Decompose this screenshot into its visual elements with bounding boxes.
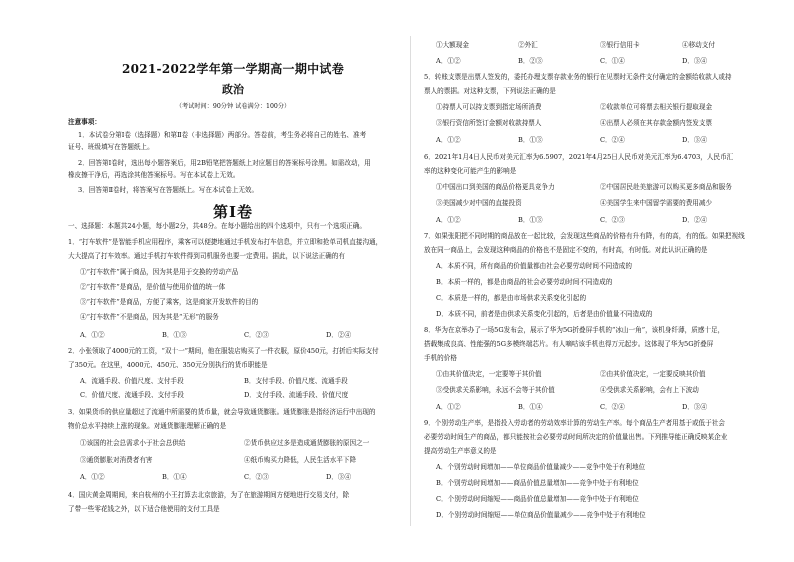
statement: ③通货膨胀对消费者有害 [80, 456, 153, 464]
option: D．②④ [326, 331, 352, 339]
option: A．①② [80, 331, 105, 339]
option: D．个别劳动时间缩短——单位商品价值量减少——竞争中处于有利地位 [436, 511, 646, 519]
question-stem: 票人的票据。对这种支票，下列说法正确的是 [424, 87, 556, 95]
column-divider [410, 36, 411, 526]
statement: ①“打车软件”属于商品，因为其是用于交换的劳动产品 [80, 268, 239, 276]
option: C．②④ [600, 403, 625, 411]
statement: ④“打车软件”不是商品，因为其是“无形”的服务 [80, 313, 219, 321]
question-stem: 3．如果货币的供应量超过了流通中所需要的货币量，就会导致通货膨胀。通货膨胀是指经济运行中出现的 [68, 408, 376, 416]
note-line: 1．本试卷分第Ⅰ卷（选择题）和第Ⅱ卷（非选择题）两部分。答卷前，考生务必将自己的姓名、准考 [78, 131, 367, 139]
option: C．②④ [600, 136, 625, 144]
option: C．②③ [600, 216, 625, 224]
option: B．①③ [162, 331, 187, 339]
statement: ②由其价值决定，一定要反映其价值 [600, 370, 706, 378]
question-stem: 8．华为在京举办了一场5G发布会，展示了华为5G折叠屏手机的“冰山一角”，该机身纤薄，质感十足， [424, 326, 725, 334]
option: A．①② [436, 403, 461, 411]
option: D．③④ [682, 57, 708, 65]
question-stem: 大大提高了打车效率。通过手机打车软件得到司机服务也要一定费用。据此，以下说法正确的有 [68, 252, 345, 260]
notes-heading: 注意事项： [68, 118, 101, 126]
statement: ②货币供应过多是造成通货膨胀的原因之一 [244, 439, 370, 447]
question-stem: 搭载集成良高、性能强的5G多模终端芯片。有人嘀咕该手机也得万元起步。这体现了华为5G折叠屏 [424, 340, 714, 348]
question-stem: 手机的价格 [424, 354, 457, 362]
statement: ③受供求关系影响，永远不会等于其价值 [436, 386, 555, 394]
exam-subject: 政治 [222, 83, 244, 96]
question-stem: 4．国庆黄金周期间，来自杭州的小王打算去北京旅游，为了在旅游期间方便地进行交易支付，除 [68, 491, 350, 499]
question-stem: 放在同一商品上，会发现这种商品的价格也不是固定不变的，有时高，有时低。对此认识正确的是 [424, 246, 708, 254]
option: C．②③ [244, 473, 269, 481]
option: B．①③ [518, 216, 543, 224]
option: C．个别劳动时间缩短——商品价值总量增加——竞争中处于有利地位 [436, 495, 639, 503]
question-stem: 2．小张领取了4000元的工资，“双十一”期间，他在服装店购买了一件衣服，原价450元，打折后实际支付 [68, 347, 379, 355]
statement: ④美国学生来中国留学需要的费用减少 [600, 199, 713, 207]
option: A．①② [436, 57, 461, 65]
statement: ③银行信用卡 [600, 41, 640, 49]
statement: ③美国减少对中国的直接投资 [436, 199, 522, 207]
exam-title: 2021-2022学年第一学期高一期中试卷 [121, 62, 345, 76]
option: B．支付手段、价值尺度、流通手段 [244, 377, 348, 385]
question-stem: 6．2021年1月4日人民币对美元汇率为6.5907，2021年4月25日人民币对美元汇率为6.4703，人民币汇 [424, 153, 734, 161]
option: C．本质是一样的，都是由市场供求关系变化引起的 [436, 294, 587, 302]
statement: ②收款单位可将票去相关银行提取现金 [600, 103, 713, 111]
left-column [68, 0, 398, 562]
statement: ③“打车软件”是商品，方便了乘客，这是商家开发软件的目的 [80, 298, 259, 306]
question-stem: 物价总水平持续上涨的现象。对通货膨胀理解正确的是 [68, 422, 227, 430]
option: A．①② [436, 216, 461, 224]
statement: ①该国的社会总需求小于社会总供给 [80, 439, 186, 447]
option: A．流通手段、价值尺度、支付手段 [80, 377, 184, 385]
statement: ①大额现金 [436, 41, 469, 49]
statement: ④移动支付 [682, 41, 715, 49]
statement: ②中国居民赴美旅游可以购买更多商品和服务 [600, 183, 732, 191]
section-title: 第Ⅰ卷 [212, 203, 254, 221]
option: D．本质不同，前者是由供求关系变化引起的，后者是由价值量不同造成的 [436, 310, 653, 318]
statement: ①中国出口到美国的商品价格更具竞争力 [436, 183, 555, 191]
note-line: 证号、班级填写在答题纸上。 [68, 143, 154, 151]
option: B．①③ [518, 136, 543, 144]
option: A．①② [80, 473, 105, 481]
option: D．支付手段、流通手段、价值尺度 [244, 391, 349, 399]
statement: ④受供求关系影响，会有上下波动 [600, 386, 699, 394]
statement: ①由其价值决定，一定要等于其价值 [436, 370, 542, 378]
exam-meta: （考试时间：90分钟 试卷满分：100分） [175, 103, 291, 110]
question-stem: 率的这种变化可能产生的影响是 [424, 167, 517, 175]
statement: ③银行资信所签订金额对收款持票人 [436, 119, 542, 127]
note-line: 橡皮擦干净后，再选涂其他答案标号。写在本试卷上无效。 [68, 171, 240, 179]
option: D．③④ [682, 136, 708, 144]
option: D．③④ [682, 403, 708, 411]
option: A．本质不同，所有商品的价值量都由社会必要劳动时间不同造成的 [436, 262, 632, 270]
statement: ②“打车软件”是商品，是价值与使用价值的统一体 [80, 283, 226, 291]
question-stem: 9．个别劳动生产率，是指投入劳动者的劳动效率计算的劳动生产率。每个商品生产者用基于或低于社会 [424, 419, 725, 427]
question-stem: 了带一些零花钱之外，以下适合他使用的支付工具是 [68, 505, 220, 513]
statement: ①持票人可以持支票到指定场所消费 [436, 103, 542, 111]
note-line: 3．回答第Ⅱ卷时，将答案写在答题纸上。写在本试卷上无效。 [78, 186, 259, 194]
question-stem: 7．如果张阳把不同时期的商品放在一起比较，会发现这些商品的价格有升有降，有的高，有的低。如果把视线 [424, 232, 745, 240]
option: B．个别劳动时间增加——商品价值总量增加——竞争中处于有利地位 [436, 479, 639, 487]
right-column [424, 0, 760, 562]
statement: ④出票人必须在其存款金额内签发支票 [600, 119, 713, 127]
statement: ④纸币购买力降低，人民生活水平下降 [244, 456, 357, 464]
option: C．②③ [244, 331, 269, 339]
option: B．本质一样的，都是由商品的社会必要劳动时间不同造成的 [436, 278, 613, 286]
option: D．②④ [682, 216, 708, 224]
option: B．①④ [162, 473, 187, 481]
option: C．①④ [600, 57, 625, 65]
option: B．②③ [518, 57, 543, 65]
question-stem: 1．“打车软件”是智能手机应用程序，乘客可以便捷地通过手机发布打车信息，并立即和抢单司机直接沟通， [68, 238, 383, 246]
option: D．③④ [326, 473, 352, 481]
option: A．个别劳动时间增加——单位商品价值量减少——竞争中处于有利地位 [436, 463, 646, 471]
section-instructions: 一、选择题：本题共24小题，每小题2分，共48分。在每小题给出的四个选项中，只有一个选项正确。 [68, 222, 366, 230]
question-stem: 了350元。在这里，4000元、450元、350元分别执行的货币职能是 [68, 361, 268, 369]
option: C．价值尺度、流通手段、支付手段 [80, 391, 184, 399]
question-stem: 5．转账支票是出票人签发的，委托办理支票存款业务的银行在见票时无条件支付确定的金额给收款人或持 [424, 73, 732, 81]
question-stem: 必要劳动时间生产的商品，都只能按社会必要劳动时间所决定的价值量出售。下列推导能正确反映某企业 [424, 433, 728, 441]
statement: ②外汇 [518, 41, 538, 49]
note-line: 2．回答第Ⅰ卷时，选出每小题答案后，用2B铅笔把答题纸上对应题目的答案标号涂黑。如需改动，用 [78, 159, 371, 167]
option: B．①④ [518, 403, 543, 411]
option: A．①② [436, 136, 461, 144]
question-stem: 提高劳动生产率意义的是 [424, 447, 497, 455]
